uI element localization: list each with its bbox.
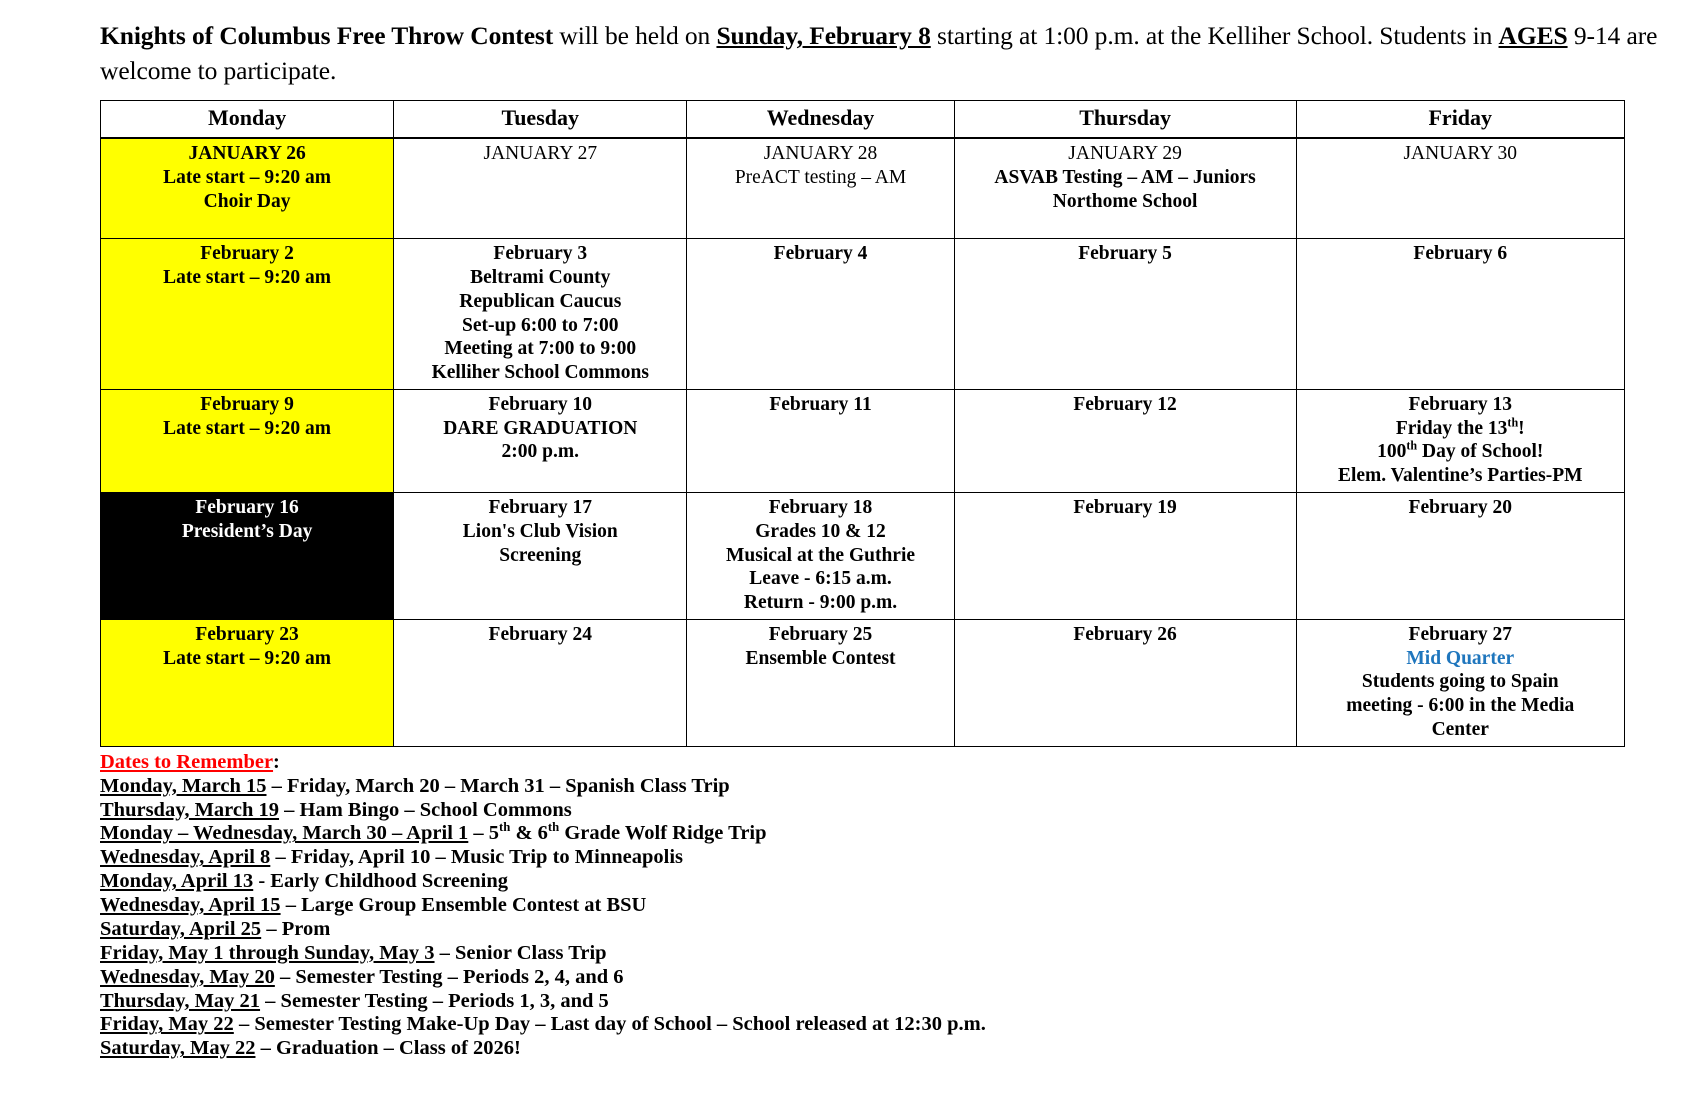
cell-date-label: February 17 xyxy=(488,497,592,519)
cell-event-line: Late start – 9:20 am xyxy=(163,266,332,288)
dates-item-description: – Semester Testing Make-Up Day – Last day of School – School released at 12:30 p.m. xyxy=(233,1013,986,1036)
cell-event-line: DARE GRADUATION xyxy=(443,417,638,439)
dates-list-item xyxy=(100,799,1677,823)
cell-event-line: Friday the 13th! xyxy=(1395,415,1525,439)
dates-item-description: – Senior Class Trip xyxy=(434,941,607,964)
dates-list-item xyxy=(100,775,1677,799)
cell-date-label: February 23 xyxy=(195,623,299,645)
dates-item-description: – Ham Bingo – School Commons xyxy=(279,798,572,821)
calendar-table xyxy=(100,100,1625,746)
calendar-cell-friday-week4[interactable] xyxy=(1296,493,1624,620)
cell-date-label: JANUARY 26 xyxy=(188,143,306,165)
dates-item-date: Thursday, May 21 xyxy=(100,989,261,1012)
notice-ages-label: AGES xyxy=(1498,21,1568,50)
cell-date-label: February 20 xyxy=(1408,497,1512,519)
dates-item-date: Saturday, April 25 xyxy=(100,917,262,940)
calendar-cell-thursday-week4[interactable] xyxy=(954,493,1296,620)
dates-list-item xyxy=(100,894,1677,918)
calendar-header-friday: Friday xyxy=(1296,101,1624,138)
cell-date-label: February 12 xyxy=(1073,393,1177,415)
cell-event-line: Lion's Club Vision xyxy=(462,520,618,542)
cell-event-line: Leave - 6:15 a.m. xyxy=(749,568,892,590)
calendar-cell-wednesday-week5[interactable] xyxy=(687,619,954,746)
dates-item-date: Monday – Wednesday, March 30 – April 1 xyxy=(100,822,469,845)
calendar-cell-tuesday-week3[interactable] xyxy=(394,389,687,492)
dates-item-description: – 5th & 6th Grade Wolf Ridge Trip xyxy=(468,820,767,845)
cell-event-line: Kelliher School Commons xyxy=(431,362,649,384)
dates-to-remember-label: Dates to Remember xyxy=(100,750,274,773)
cell-event-line: Elem. Valentine’s Parties-PM xyxy=(1337,465,1583,487)
calendar-cell-monday-week4[interactable] xyxy=(101,493,394,620)
cell-date-label: February 25 xyxy=(768,623,873,645)
header-notice xyxy=(100,18,1677,88)
calendar-cell-tuesday-week5[interactable] xyxy=(394,619,687,746)
calendar-cell-wednesday-week3[interactable] xyxy=(687,389,954,492)
calendar-cell-friday-week2[interactable] xyxy=(1296,239,1624,390)
cell-event-line: President’s Day xyxy=(181,520,313,542)
notice-event-title: Knights of Columbus Free Throw Contest xyxy=(100,21,554,50)
cell-event-line: Late start – 9:20 am xyxy=(163,417,332,439)
cell-event-line: Students going to Spain xyxy=(1361,671,1559,693)
dates-item-date: Friday, May 1 through Sunday, May 3 xyxy=(100,941,435,964)
dates-item-description: – Large Group Ensemble Contest at BSU xyxy=(280,894,647,917)
cell-date-label: February 26 xyxy=(1073,623,1177,645)
calendar-cell-wednesday-week2[interactable] xyxy=(687,239,954,390)
dates-list-item xyxy=(100,846,1677,870)
cell-event-line: Screening xyxy=(499,544,582,566)
calendar-cell-wednesday-week4[interactable] xyxy=(687,493,954,620)
cell-date-label: JANUARY 29 xyxy=(1068,143,1182,165)
dates-item-description: – Friday, March 20 – March 31 – Spanish Class Trip xyxy=(266,774,730,797)
cell-event-line: Return - 9:00 p.m. xyxy=(743,592,898,614)
cell-date-label: February 4 xyxy=(773,243,868,265)
calendar-wrapper xyxy=(100,100,1677,746)
dates-list xyxy=(100,775,1677,1062)
calendar-cell-thursday-week2[interactable] xyxy=(954,239,1296,390)
cell-event-line: Choir Day xyxy=(203,190,291,212)
cell-date-label: February 3 xyxy=(493,243,588,265)
calendar-body xyxy=(101,138,1625,746)
dates-item-date: Monday, April 13 xyxy=(100,870,254,893)
calendar-cell-monday-week1[interactable] xyxy=(101,138,394,239)
calendar-cell-monday-week2[interactable] xyxy=(101,239,394,390)
dates-item-description: – Semester Testing – Periods 2, 4, and 6 xyxy=(274,965,624,988)
cell-event-line: Late start – 9:20 am xyxy=(163,647,332,669)
notice-text-1: will be held on xyxy=(553,21,717,50)
dates-item-description: – Semester Testing – Periods 1, 3, and 5 xyxy=(260,989,609,1012)
cell-date-label: February 16 xyxy=(195,497,299,519)
cell-event-line: Center xyxy=(1431,719,1489,741)
cell-event-line: PreACT testing – AM xyxy=(734,166,907,188)
calendar-week-row xyxy=(101,138,1625,239)
cell-date-label: February 10 xyxy=(488,393,592,415)
calendar-cell-monday-week5[interactable] xyxy=(101,619,394,746)
cell-event-line: Northome School xyxy=(1052,190,1198,212)
cell-date-label: February 19 xyxy=(1073,497,1177,519)
calendar-cell-monday-week3[interactable] xyxy=(101,389,394,492)
dates-list-item xyxy=(100,1037,1677,1061)
calendar-cell-tuesday-week4[interactable] xyxy=(394,493,687,620)
calendar-cell-tuesday-week2[interactable] xyxy=(394,239,687,390)
cell-event-line: Republican Caucus xyxy=(459,290,622,312)
dates-list-item xyxy=(100,942,1677,966)
cell-date-label: February 24 xyxy=(488,623,592,645)
cell-date-label: February 18 xyxy=(768,497,873,519)
dates-item-date: Thursday, March 19 xyxy=(100,798,280,821)
calendar-cell-friday-week1[interactable] xyxy=(1296,138,1624,239)
dates-list-item xyxy=(100,822,1677,846)
dates-item-description: - Early Childhood Screening xyxy=(253,870,508,893)
cell-date-label: February 27 xyxy=(1408,623,1512,645)
dates-list-item xyxy=(100,1013,1677,1037)
calendar-header-row xyxy=(101,101,1625,138)
calendar-header-wednesday: Wednesday xyxy=(687,101,954,138)
dates-list-item xyxy=(100,990,1677,1014)
cell-event-line: Late start – 9:20 am xyxy=(163,166,332,188)
calendar-cell-thursday-week3[interactable] xyxy=(954,389,1296,492)
cell-date-label: JANUARY 27 xyxy=(483,143,598,165)
cell-event-line: Ensemble Contest xyxy=(745,647,896,669)
calendar-cell-tuesday-week1[interactable] xyxy=(394,138,687,239)
cell-event-line: 100th Day of School! xyxy=(1377,438,1544,463)
cell-event-line: Grades 10 & 12 xyxy=(755,520,886,542)
cell-event-line: 2:00 p.m. xyxy=(501,441,580,463)
calendar-cell-friday-week3[interactable] xyxy=(1296,389,1624,492)
calendar-header-tuesday: Tuesday xyxy=(394,101,687,138)
cell-event-line: Set-up 6:00 to 7:00 xyxy=(462,314,619,336)
calendar-header-thursday: Thursday xyxy=(954,101,1296,138)
notice-event-date: Sunday, February 8 xyxy=(716,21,931,50)
cell-event-line: meeting - 6:00 in the Media xyxy=(1346,695,1575,717)
dates-item-description: – Prom xyxy=(261,917,331,940)
cell-date-label: February 13 xyxy=(1408,393,1512,415)
notice-text-2: starting at 1:00 p.m. at the Kelliher School. Students in xyxy=(930,21,1499,50)
dates-list-item xyxy=(100,966,1677,990)
calendar-cell-wednesday-week1[interactable] xyxy=(687,138,954,239)
dates-item-description: – Friday, April 10 – Music Trip to Minneapolis xyxy=(270,846,684,869)
dates-to-remember-section xyxy=(100,751,1677,1061)
dates-item-description: – Graduation – Class of 2026! xyxy=(255,1037,521,1060)
dates-item-date: Wednesday, April 8 xyxy=(100,846,271,869)
cell-event-line: Mid Quarter xyxy=(1406,647,1515,669)
calendar-week-row xyxy=(101,619,1625,746)
cell-date-label: February 6 xyxy=(1413,243,1508,265)
dates-item-date: Wednesday, April 15 xyxy=(100,894,281,917)
dates-item-date: Saturday, May 22 xyxy=(100,1037,256,1060)
cell-date-label: February 2 xyxy=(200,243,294,265)
cell-event-line: ASVAB Testing – AM – Juniors xyxy=(994,166,1256,188)
cell-event-line: Musical at the Guthrie xyxy=(726,544,916,566)
cell-date-label: February 11 xyxy=(769,393,872,415)
dates-item-date: Friday, May 22 xyxy=(100,1013,234,1036)
calendar-week-row xyxy=(101,239,1625,390)
calendar-header-monday: Monday xyxy=(101,101,394,138)
cell-event-line: Meeting at 7:00 to 9:00 xyxy=(444,338,637,360)
cell-date-label: JANUARY 28 xyxy=(763,143,878,165)
dates-item-date: Monday, March 15 xyxy=(100,774,267,797)
dates-list-item xyxy=(100,918,1677,942)
calendar-cell-friday-week5[interactable] xyxy=(1296,619,1624,746)
cell-date-label: JANUARY 30 xyxy=(1403,143,1518,165)
cell-event-line: Beltrami County xyxy=(470,266,611,288)
dates-to-remember-heading xyxy=(100,751,1677,775)
calendar-week-row xyxy=(101,389,1625,492)
cell-date-label: February 9 xyxy=(200,393,294,415)
cell-date-label: February 5 xyxy=(1078,243,1172,265)
dates-to-remember-colon: : xyxy=(273,750,280,773)
calendar-week-row xyxy=(101,493,1625,620)
dates-item-date: Wednesday, May 20 xyxy=(100,965,275,988)
dates-list-item xyxy=(100,870,1677,894)
calendar-cell-thursday-week1[interactable] xyxy=(954,138,1296,239)
notice-text-3: 9-14 are welcome to participate. xyxy=(100,21,1658,86)
calendar-cell-thursday-week5[interactable] xyxy=(954,619,1296,746)
